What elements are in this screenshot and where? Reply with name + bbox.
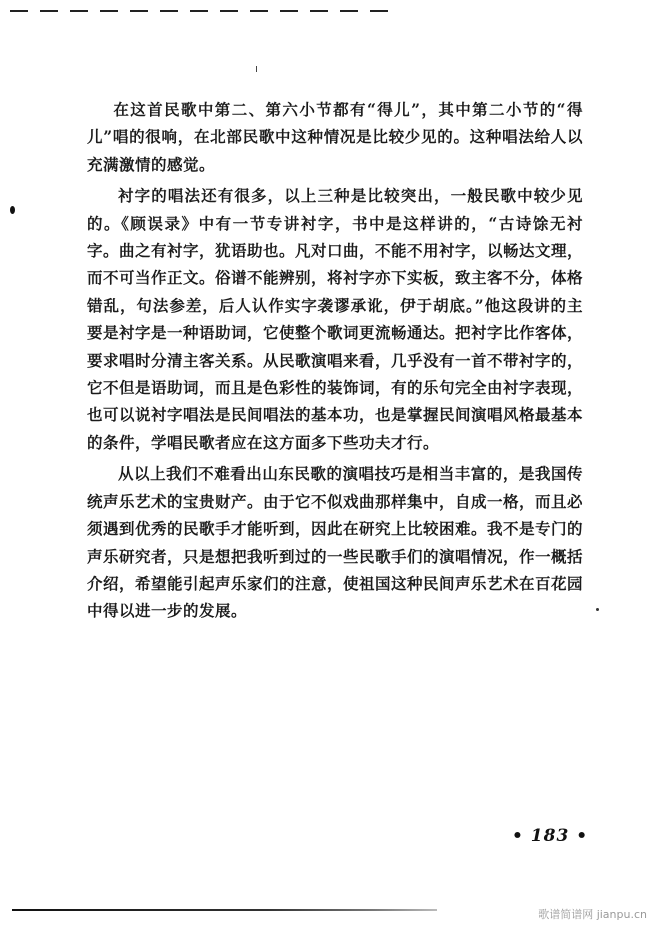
- bottom-rule: [12, 909, 437, 911]
- margin-ink-dot-right: [596, 608, 599, 611]
- body-text: [87, 96, 583, 625]
- scan-mark: [256, 66, 257, 72]
- paragraph-2: 衬字的唱法还有很多，以上三种是比较突出，一般民歌中较少见的。《顾误录》中有一节专讲衬字，书中是这样讲的，“古诗馀无衬字。曲之有衬字，犹语助也。凡对口曲，不能不用衬字，以畅达文理，而不可当作正文。俗谱不能辨别，将衬字亦下实板，致主客不分，体格错乱，句法参差，后人认作实字袭谬承讹，伊于胡底。”他这段讲的主要是衬字是一种语助词，它使整个歌词更流畅通达。把衬字比作客体，要求唱时分清主客关系。从民歌演唱来看，几乎没有一首不带衬字的，它不但是语助词，而且是色彩性的装饰词，有的乐句完全由衬字表现，也可以说衬字唱法是民间唱法的基本功，也是掌握民间演唱风格最基本的条件，学唱民歌者应在这方面多下些功夫才行。: [87, 186, 584, 452]
- paragraph-1: 在这首民歌中第二、第六小节都有“得儿”，其中第二小节的“得儿”唱的很响，在北部民歌中这种情况是比较少见的。这种唱法给人以充满激情的感觉。: [87, 100, 583, 174]
- margin-ink-dot: [10, 206, 15, 214]
- paragraph-3: 从以上我们不难看出山东民歌的演唱技巧是相当丰富的，是我国传统声乐艺术的宝贵财产。由于它不似戏曲那样集中，自成一格，而且必须遇到优秀的民歌手才能听到，因此在研究上比较困难。我不是专门的声乐研究者，只是想把我听到过的一些民歌手们的演唱情况，作一概括介绍，希望能引起声乐家们的注意，使祖国这种民间声乐艺术在百花园中得以进一步的发展。: [87, 464, 584, 621]
- top-scan-dashes: [10, 10, 390, 12]
- watermark: 歌谱简谱网 jianpu.cn: [538, 908, 647, 921]
- page-number: • 183 •: [512, 826, 589, 846]
